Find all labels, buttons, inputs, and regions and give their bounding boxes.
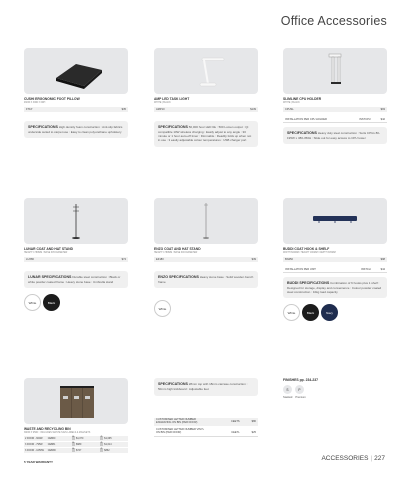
installation-label: INSTALLATION PER UNIT	[285, 268, 316, 272]
engraving-code: CEETS	[231, 420, 240, 424]
product-dimensions: 460W X 300D X 90H	[24, 101, 46, 104]
cpu-holder-illustration	[283, 48, 387, 94]
finish-tag: B	[72, 442, 74, 445]
product-price: $1,014	[104, 442, 112, 446]
spec-title: SPECIFICATIONS	[158, 124, 188, 129]
product-name: ENZO COAT AND HAT STAND	[154, 247, 201, 251]
spec-box	[154, 271, 258, 289]
door-size: 3 DOOR - 795W	[25, 442, 43, 446]
spec-box	[24, 121, 128, 139]
footer-separator: |	[370, 455, 373, 462]
product-colours: WHITE | BLACK	[154, 101, 171, 104]
price-row	[24, 436, 128, 441]
product-image-cpu-holder	[283, 48, 387, 94]
swatch-navy[interactable]: Navy	[321, 304, 338, 321]
product-card-foot-pillow	[24, 48, 128, 138]
engraving-row	[154, 418, 258, 426]
product-image-waste-bin	[24, 378, 128, 424]
product-name: BUDDI COAT HOOK & SHELF	[283, 247, 330, 251]
finish-label-stacked: Stacked	[283, 396, 293, 399]
spec-box	[283, 127, 387, 145]
product-price: $74	[121, 257, 126, 261]
vinyl-row	[154, 429, 258, 437]
product-price: $1,070	[76, 436, 84, 440]
product-card-buddi-hook	[283, 198, 387, 321]
product-code: CEB81	[47, 442, 56, 446]
finish-labels	[283, 396, 387, 399]
product-card-waste-bin	[24, 378, 128, 453]
product-dimensions: 390W X 950D : INCLUDES WASTE SIGN LABELS & MAGNETS	[24, 431, 91, 434]
product-code: CEB3D	[47, 448, 56, 452]
product-card-cpu-holder	[283, 48, 387, 144]
product-price: $98	[380, 257, 385, 261]
spec-text: High density foam construction : Anti-slip fabrics underside suited to carpet use : Easy to clean polyurethane upholstery	[28, 124, 123, 134]
door-size: 3 DOOR - 1050W	[25, 448, 44, 452]
product-image-lunar-stand	[24, 198, 128, 244]
door-size: 2 DOOR - 600W	[25, 436, 43, 440]
installation-row	[283, 268, 387, 273]
product-dimensions: HEIGHT 1780MM / BASE 300 DIAMETER	[154, 251, 198, 254]
waste-bin-illustration	[24, 378, 128, 424]
product-code: BN450	[285, 257, 293, 261]
spec-title: LUNAR SPECIFICATIONS	[28, 274, 72, 279]
product-price: $1,095	[104, 436, 112, 440]
product-name: WASTE AND RECYCLING BIN	[24, 427, 71, 431]
vinyl-code: CEETL	[231, 430, 240, 434]
product-dimensions: HEIGHT 1780MM / BASE 305 DIAMETER	[24, 251, 68, 254]
colour-swatches	[24, 294, 128, 311]
product-price: $989	[76, 442, 82, 446]
spec-box	[283, 277, 387, 299]
swatch-white[interactable]: White	[24, 294, 41, 311]
finish-premium[interactable]: P	[295, 385, 304, 394]
product-price: $35	[121, 107, 126, 111]
installation-price: $44	[380, 268, 385, 272]
product-name: CUSHI ERGONOMIC FOOT PILLOW	[24, 97, 80, 101]
spec-text: Heavy duty steel construction : Suits CPUs 80-195W x 380-350H : Slide out for easy access to CPU tower	[287, 130, 380, 140]
installation-code: INSTCPU	[359, 118, 371, 122]
price-row	[24, 442, 128, 447]
product-code: FT1P	[26, 107, 33, 111]
finish-tag: B	[72, 436, 74, 439]
spec-text: Heavy stone base : Solid wooden bench frame	[158, 274, 254, 284]
coat-hook-illustration	[283, 198, 387, 244]
page-footer	[321, 455, 385, 462]
colour-swatches	[283, 304, 387, 321]
product-code: LUX80	[26, 257, 34, 261]
finishes-title: FINISHES pp. 234-237	[283, 378, 319, 382]
finishes-block	[283, 378, 387, 399]
foot-pillow-illustration	[24, 48, 128, 94]
finish-tag: P	[100, 442, 103, 445]
product-price: $747	[76, 448, 82, 452]
product-code: AMP10	[156, 107, 165, 111]
spec-box	[154, 121, 258, 147]
page-number: 227	[374, 455, 385, 462]
installation-row	[283, 118, 387, 123]
coat-stand-illustration	[24, 198, 128, 244]
product-name: SLIMLINE CPU HOLDER	[283, 97, 322, 101]
colour-swatches	[154, 300, 258, 317]
spec-title: BUDDI SPECIFICATIONS	[287, 280, 330, 285]
spec-title: SPECIFICATIONS	[287, 130, 317, 135]
finish-tag: B	[72, 448, 74, 451]
footer-section: ACCESSORIES	[321, 455, 369, 462]
product-name: AMP LED TASK LIGHT	[154, 97, 190, 101]
finish-tag: P	[100, 436, 103, 439]
spec-box	[24, 271, 128, 289]
installation-price: $42	[380, 118, 385, 122]
spec-title: ENZO SPECIFICATIONS	[158, 274, 199, 279]
product-price: $862	[104, 448, 110, 452]
product-code: CEB60	[47, 436, 56, 440]
price-row	[283, 107, 387, 112]
product-image-foot-pillow	[24, 48, 128, 94]
product-image-buddi-hook	[283, 198, 387, 244]
price-row	[154, 107, 258, 112]
product-card-lunar-stand	[24, 198, 128, 311]
coat-stand-illustration	[154, 198, 258, 244]
engraving-label: CUSTOMISED LETTER NUMBER ENGRAVING ON BIN (PER DOOR)	[156, 417, 198, 424]
spec-text: 50,000 hour LED life : 500 Lumen output : Qi compatible 10W wireless charging : Easily adjust to any angle : 30 minute or 1 hour auto-off timer : Dimmable : Readily folds up when not in use : 3 easily adjustable colour temperatures : USB charger port	[158, 124, 252, 143]
spec-text: Durable steel construction : Black or white powder coated frame : Heavy stone base : Umbrella stand	[28, 274, 121, 284]
price-row	[24, 257, 128, 262]
product-card-task-light	[154, 48, 258, 147]
vinyl-price: $25	[251, 430, 256, 434]
product-code: CPUSL	[285, 107, 294, 111]
vinyl-label: CUSTOMISED LETTER NUMBER VINYL ON BIN (PER DOOR)	[156, 428, 204, 435]
product-code: EZ180	[156, 257, 164, 261]
price-row	[24, 107, 128, 112]
product-name: LUNAR COAT AND HAT STAND	[24, 247, 73, 251]
product-dimensions: WIDTH 600MM / HEIGHT 180MM / DEPTH 305MM	[283, 251, 336, 254]
product-image-enzo-stand	[154, 198, 258, 244]
product-price: $39	[251, 257, 256, 261]
product-image-task-light	[154, 48, 258, 94]
price-row	[24, 448, 128, 453]
installation-label: INSTALLATION PER CPU HOLDER	[285, 118, 327, 122]
finish-tag: P	[100, 448, 103, 451]
installation-code: INSTCH	[361, 268, 371, 272]
spec-title: SPECIFICATIONS	[28, 124, 58, 129]
finish-stacked[interactable]: S	[283, 385, 292, 394]
product-card-bin-specs	[154, 378, 258, 437]
spec-title: SPECIFICATIONS	[158, 382, 188, 386]
swatch-black[interactable]: Black	[302, 304, 319, 321]
product-price: $93	[380, 107, 385, 111]
swatch-black[interactable]: Black	[43, 294, 60, 311]
page-title: Office Accessories	[280, 14, 387, 28]
engraving-price: $80	[251, 420, 256, 424]
task-light-illustration	[154, 48, 258, 94]
product-price: $139	[250, 107, 256, 111]
warranty-note: 5 YEAR WARRANTY	[24, 460, 53, 464]
swatch-white[interactable]: White	[154, 300, 171, 317]
swatch-white[interactable]: White	[283, 304, 300, 321]
spec-text: 28mm top with 18mm carcase construction : 50mm high kickboard : Adjustable feet	[158, 382, 248, 392]
price-row	[154, 257, 258, 262]
finish-swatches	[283, 385, 387, 394]
product-card-enzo-stand	[154, 198, 258, 317]
finish-label-premium: Premium	[295, 396, 306, 399]
spec-text: Combination of 6 hooks plus 1 shelf : Designed for storage, display and convenience : Colour powder coated steel construction : 10kg load capacity	[287, 280, 382, 295]
product-colours: WHITE | BLACK	[283, 101, 300, 104]
price-row	[283, 257, 387, 262]
spec-box	[154, 378, 258, 396]
